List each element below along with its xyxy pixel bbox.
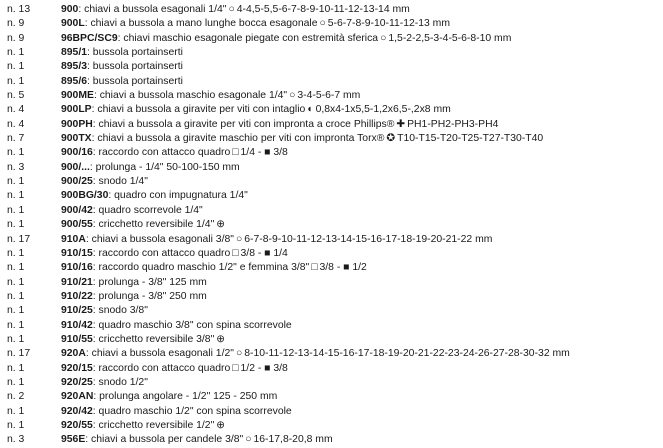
- item-sizes: 8-10-11-12-13-14-15-16-17-18-19-20-21-22-23-24-26-27-28-30-32 mm: [244, 348, 570, 360]
- item-quantity: n. 1: [7, 219, 25, 231]
- item-description: [61, 433, 659, 447]
- tool-symbol-icon: ○: [235, 348, 243, 360]
- item-quantity: n. 1: [7, 405, 25, 417]
- item-code: 895/1: [61, 47, 88, 59]
- item-code: 956E: [61, 434, 86, 446]
- item-quantity: n. 17: [7, 348, 31, 360]
- item-quantity: n. 1: [7, 47, 25, 59]
- tool-symbol-icon: ✚: [396, 118, 406, 130]
- list-item: [7, 419, 659, 433]
- tool-symbol-icon: ✪: [386, 133, 396, 145]
- list-item: [7, 433, 659, 447]
- item-description: [61, 319, 659, 333]
- item-code: 900ME: [61, 90, 94, 102]
- list-item: [7, 261, 659, 275]
- item-code: 920AN: [61, 391, 94, 403]
- list-item: [7, 3, 659, 17]
- item-text: : chiavi a bussola a giravite per viti con intaglio: [91, 104, 306, 116]
- item-text: : quadro maschio 1/2" con spina scorrevole: [92, 405, 292, 417]
- item-text: : chiavi a bussola maschio esagonale 1/4": [93, 90, 288, 102]
- tool-symbol-icon: ○: [245, 434, 252, 446]
- item-quantity: n. 1: [7, 290, 25, 302]
- tool-symbol-icon: ⊕: [216, 219, 225, 231]
- item-sizes: PH1-PH2-PH3-PH4: [407, 118, 499, 130]
- item-code: 895/3: [61, 61, 88, 73]
- list-item: [7, 75, 659, 89]
- item-quantity: n. 1: [7, 262, 25, 274]
- parts-list: [7, 3, 659, 448]
- list-item: [7, 103, 659, 117]
- item-quantity: n. 4: [7, 118, 25, 130]
- item-text: : bussola portainserti: [87, 75, 183, 87]
- item-description: [61, 218, 659, 232]
- item-code: 920/42: [61, 405, 93, 417]
- tool-symbol-icon: ○: [319, 18, 326, 30]
- list-item: [7, 347, 659, 361]
- item-text: : raccordo quadro maschio 1/2" e femmina 3/8": [92, 262, 310, 274]
- item-quantity: n. 3: [7, 434, 25, 446]
- item-code: 900/55: [61, 219, 93, 231]
- tool-symbol-icon: □: [232, 147, 239, 159]
- item-sizes: 0,8x4-1x5,5-1,2x6,5-,2x8 mm: [315, 104, 451, 116]
- item-description: [61, 405, 659, 419]
- list-item: [7, 290, 659, 304]
- item-quantity: n. 4: [7, 104, 25, 116]
- item-sizes: 5-6-7-8-9-10-11-12-13 mm: [327, 18, 450, 30]
- list-item: [7, 405, 659, 419]
- item-description: [61, 118, 659, 132]
- item-quantity: n. 1: [7, 362, 25, 374]
- item-description: [61, 276, 659, 290]
- item-sizes: 3/8 - ■ 1/2: [319, 262, 367, 274]
- item-text: : chiavi a bussola a giravite per viti con impronta a croce Phillips®: [92, 118, 395, 130]
- tool-symbol-icon: ⊕: [216, 419, 225, 431]
- tool-symbol-icon: ○: [228, 4, 235, 15]
- item-sizes: 6-7-8-9-10-11-12-13-14-15-16-17-18-19-20-21-22 mm: [244, 233, 493, 245]
- item-text: : chiavi a bussola esagonali 3/8": [85, 233, 234, 245]
- item-description: [61, 376, 659, 390]
- item-quantity: n. 5: [7, 90, 25, 102]
- item-description: [61, 146, 659, 160]
- item-text: : chiavi a bussola esagonali 1/2": [85, 348, 234, 360]
- item-description: [61, 17, 659, 31]
- item-description: [61, 75, 659, 89]
- item-code: 920/25: [61, 376, 93, 388]
- item-sizes: 4-4,5-5,5-6-7-8-9-10-11-12-13-14 mm: [236, 4, 410, 15]
- item-description: [61, 390, 659, 404]
- item-description: [61, 32, 659, 46]
- item-quantity: n. 2: [7, 391, 25, 403]
- item-code: 910/15: [61, 247, 93, 259]
- item-text: : snodo 1/2": [92, 376, 148, 388]
- list-item: [7, 333, 659, 347]
- list-item: [7, 17, 659, 31]
- item-quantity: n. 1: [7, 276, 25, 288]
- item-description: [61, 304, 659, 318]
- item-description: [61, 204, 659, 218]
- list-item: [7, 276, 659, 290]
- item-quantity: n. 9: [7, 18, 25, 30]
- item-text: : snodo 3/8": [92, 305, 148, 317]
- item-sizes: 1,5-2-2,5-3-4-5-6-8-10 mm: [388, 32, 512, 44]
- tool-symbol-icon: ◐: [307, 104, 314, 116]
- list-item: [7, 304, 659, 318]
- item-description: [61, 189, 659, 203]
- item-quantity: n. 1: [7, 176, 25, 188]
- tool-symbol-icon: ○: [235, 233, 243, 245]
- item-code: 900BG/30: [61, 190, 109, 202]
- item-quantity: n. 7: [7, 133, 25, 145]
- item-description: [61, 333, 659, 347]
- item-description: [61, 46, 659, 60]
- list-item: [7, 132, 659, 146]
- item-description: [61, 3, 659, 17]
- item-quantity: n. 1: [7, 61, 25, 73]
- item-code: 920/55: [61, 419, 93, 431]
- item-code: 900/42: [61, 204, 93, 216]
- item-sizes: 3/8 - ■ 1/4: [240, 247, 288, 259]
- item-quantity: n. 1: [7, 333, 25, 345]
- item-quantity: n. 1: [7, 247, 25, 259]
- list-item: [7, 175, 659, 189]
- list-item: [7, 161, 659, 175]
- item-text: : cricchetto reversibile 3/8": [92, 333, 215, 345]
- item-description: [61, 290, 659, 304]
- item-text: : raccordo con attacco quadro: [92, 147, 231, 159]
- item-description: [61, 347, 659, 361]
- tool-symbol-icon: ⊕: [216, 333, 225, 345]
- item-text: : chiavi a bussola per candele 3/8": [85, 434, 244, 446]
- list-item: [7, 118, 659, 132]
- list-item: [7, 390, 659, 404]
- item-text: : chiavi a bussola a mano lunghe bocca esagonale: [84, 18, 318, 30]
- item-quantity: n. 1: [7, 204, 25, 216]
- item-description: [61, 132, 659, 146]
- list-item: [7, 46, 659, 60]
- item-code: 900LP: [61, 104, 92, 116]
- list-item: [7, 32, 659, 46]
- item-code: 900/25: [61, 176, 93, 188]
- list-item: [7, 189, 659, 203]
- item-code: 900TX: [61, 133, 92, 145]
- item-text: : prolunga angolare - 1/2" 125 - 250 mm: [93, 391, 278, 403]
- item-quantity: n. 9: [7, 32, 25, 44]
- item-text: : cricchetto reversibile 1/4": [92, 219, 215, 231]
- item-description: [61, 103, 659, 117]
- list-item: [7, 247, 659, 261]
- tool-symbol-icon: ○: [380, 32, 387, 44]
- list-item: [7, 233, 659, 247]
- item-description: [61, 261, 659, 275]
- tool-symbol-icon: □: [311, 262, 318, 274]
- item-text: : raccordo con attacco quadro: [92, 362, 231, 374]
- item-description: [61, 175, 659, 189]
- item-description: [61, 233, 659, 247]
- item-quantity: n. 1: [7, 75, 25, 87]
- item-text: : prolunga - 3/8" 250 mm: [92, 290, 207, 302]
- item-quantity: n. 1: [7, 376, 25, 388]
- item-code: 910/25: [61, 305, 93, 317]
- item-code: 900/16: [61, 147, 93, 159]
- tool-symbol-icon: ○: [289, 90, 296, 102]
- item-quantity: n. 1: [7, 147, 25, 159]
- item-sizes: 1/4 - ■ 3/8: [240, 147, 288, 159]
- item-text: : raccordo con attacco quadro: [92, 247, 231, 259]
- item-text: : quadro maschio 3/8" con spina scorrevole: [92, 319, 292, 331]
- item-text: : chiavi a bussola a giravite maschio per viti con impronta Torx®: [91, 133, 385, 145]
- item-text: : bussola portainserti: [87, 47, 183, 59]
- item-code: 900/...: [61, 161, 90, 173]
- item-code: 910/22: [61, 290, 93, 302]
- list-item: [7, 60, 659, 74]
- tool-symbol-icon: □: [232, 247, 239, 259]
- list-item: [7, 362, 659, 376]
- item-text: : quadro con impugnatura 1/4": [108, 190, 248, 202]
- item-quantity: n. 1: [7, 190, 25, 202]
- item-code: 900: [61, 4, 79, 15]
- item-quantity: n. 3: [7, 161, 25, 173]
- item-code: 920/15: [61, 362, 93, 374]
- item-text: : chiavi maschio esagonale piegate con estremità sferica: [117, 32, 379, 44]
- item-code: 910/55: [61, 333, 93, 345]
- item-description: [61, 419, 659, 433]
- list-item: [7, 376, 659, 390]
- item-text: : cricchetto reversibile 1/2": [92, 419, 215, 431]
- item-quantity: n. 1: [7, 319, 25, 331]
- item-text: : snodo 1/4": [92, 176, 148, 188]
- item-quantity: n. 17: [7, 233, 31, 245]
- item-description: [61, 161, 659, 175]
- item-description: [61, 89, 659, 103]
- item-code: 910/42: [61, 319, 93, 331]
- item-sizes: T10-T15-T20-T25-T27-T30-T40: [397, 133, 544, 145]
- item-text: : chiavi a bussola esagonali 1/4": [78, 4, 227, 15]
- item-quantity: n. 1: [7, 419, 25, 431]
- item-description: [61, 60, 659, 74]
- item-code: 96BPC/SC9: [61, 32, 118, 44]
- item-description: [61, 247, 659, 261]
- list-item: [7, 146, 659, 160]
- item-code: 910A: [61, 233, 86, 245]
- item-code: 900L: [61, 18, 85, 30]
- item-code: 910/21: [61, 276, 93, 288]
- item-code: 895/6: [61, 75, 88, 87]
- item-sizes: 3-4-5-6-7 mm: [297, 90, 361, 102]
- item-code: 910/16: [61, 262, 93, 274]
- item-sizes: 1/2 - ■ 3/8: [240, 362, 288, 374]
- item-code: 900PH: [61, 118, 93, 130]
- item-text: : prolunga - 3/8" 125 mm: [92, 276, 207, 288]
- list-item: [7, 89, 659, 103]
- item-description: [61, 362, 659, 376]
- item-quantity: n. 1: [7, 305, 25, 317]
- list-item: [7, 218, 659, 232]
- item-sizes: 16-17,8-20,8 mm: [253, 434, 333, 446]
- list-item: [7, 204, 659, 218]
- item-text: : quadro scorrevole 1/4": [92, 204, 203, 216]
- item-code: 920A: [61, 348, 86, 360]
- tool-symbol-icon: □: [232, 362, 239, 374]
- item-quantity: n. 13: [7, 4, 31, 15]
- item-text: : prolunga - 1/4" 50-100-150 mm: [89, 161, 240, 173]
- list-item: [7, 319, 659, 333]
- item-text: : bussola portainserti: [87, 61, 183, 73]
